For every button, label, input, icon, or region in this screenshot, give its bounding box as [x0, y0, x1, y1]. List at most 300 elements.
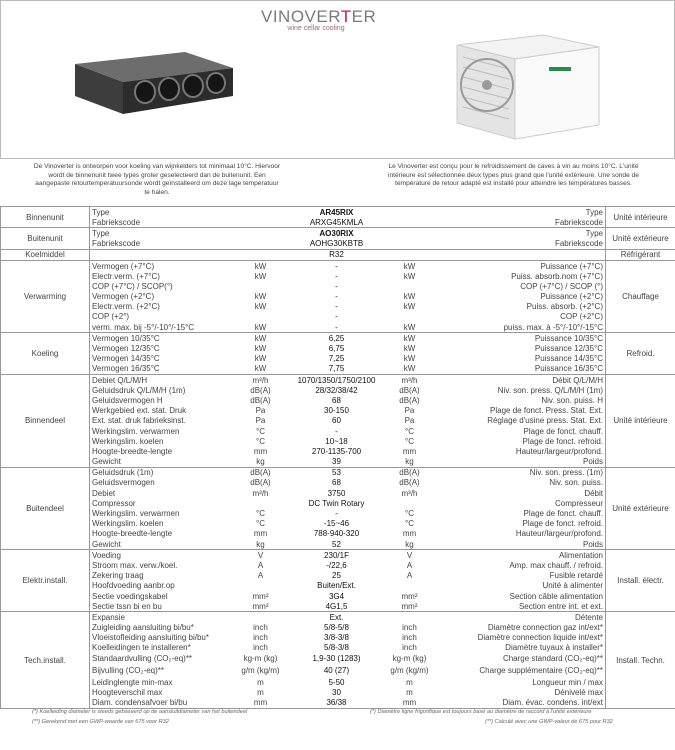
group-label-nl: Elektr.install.	[1, 550, 90, 612]
product-header	[0, 0, 675, 158]
row-unit-fr	[388, 581, 432, 591]
spec-row	[1, 426, 675, 436]
group-label-nl: Buitenunit	[1, 228, 90, 249]
spec-row	[1, 539, 675, 550]
row-label-nl: Sectie voedingskabel	[90, 591, 236, 601]
row-label-fr: Unité à alimenter	[432, 581, 606, 591]
row-label-fr: Section câble alimentation	[432, 591, 606, 601]
row-label-nl: Vermogen (+7°C)	[90, 260, 236, 271]
row-label-fr: Puissance 14/35°C	[432, 354, 606, 364]
row-label-nl: Geluidsvermogen	[90, 478, 236, 488]
row-value: 30-150	[324, 406, 349, 416]
row-unit: kW	[254, 364, 267, 374]
row-value: -	[335, 509, 338, 519]
row-unit	[236, 249, 286, 260]
row-unit-fr: mm	[402, 529, 417, 539]
row-value: 28/32/38/42	[315, 385, 358, 395]
group-label-nl: Tech.install.	[1, 612, 90, 709]
row-label-fr: Fabriekscode	[432, 239, 606, 250]
group-label-nl: Binnendeel	[1, 375, 90, 468]
row-unit-fr: kW	[403, 302, 416, 312]
spec-row	[1, 385, 675, 395]
row-value: 5/8-5/8	[324, 623, 349, 633]
spec-row	[1, 406, 675, 416]
footnote-fr-1: (*) Diamètre ligne frigorifique est toujours basé au diamètre de raccord à l'unité extérieure	[370, 708, 592, 715]
row-label-nl: Hoogte-breedte-lengte	[90, 529, 236, 539]
row-unit-fr: kW	[403, 364, 416, 374]
row-unit: mm²	[252, 591, 269, 601]
row-label-nl: Type	[90, 207, 236, 218]
group-label-fr: Refroid.	[606, 333, 675, 375]
row-label-fr: Plage de fonct. chauff.	[432, 508, 606, 518]
row-label-fr: Charge standard (CO₂-eq)**	[432, 653, 606, 663]
row-value: 4G1,5	[325, 601, 348, 611]
row-unit: V	[236, 550, 286, 561]
group-label-nl: Binnenunit	[1, 207, 90, 228]
row-label-nl: Gewicht	[90, 457, 236, 468]
row-label-nl: Geluidsdruk Q/L/M/H (1m)	[90, 385, 236, 395]
row-label-fr: Hauteur/largeur/profond.	[432, 529, 606, 539]
row-unit: kg-m (kg)	[243, 653, 278, 663]
row-label-fr: Dénivelé max	[432, 687, 606, 697]
row-unit: dB(A)	[236, 467, 286, 478]
row-value: -	[335, 292, 338, 302]
row-label-nl: Fabriekscode	[90, 217, 236, 228]
row-label-fr: Plage de fonct. chauff.	[432, 426, 606, 436]
row-value: 6,75	[328, 344, 345, 354]
row-value: AR45RIX	[286, 207, 388, 218]
row-label-fr: Diamètre tuyaux à installer*	[432, 643, 606, 653]
row-unit-fr: mm²	[401, 591, 418, 601]
row-label-fr: Poids	[432, 539, 606, 550]
row-value: 36/38	[286, 698, 388, 709]
row-label-fr: Longueur min / max	[432, 677, 606, 687]
row-unit: kW	[236, 333, 286, 344]
row-label-nl: Werkgebied ext. stat. Druk	[90, 406, 236, 416]
row-unit-fr: inch	[402, 633, 417, 643]
row-value: 30	[332, 688, 341, 698]
row-unit	[236, 498, 286, 508]
outdoor-unit-image	[449, 27, 609, 147]
row-label-fr: Diam. évac. condens. int/ext	[432, 698, 606, 709]
row-value: -	[335, 271, 338, 281]
row-label-fr: puiss. max. à -5°/-10°/-15°C	[432, 322, 606, 333]
spec-row	[1, 550, 675, 561]
spec-row	[1, 498, 675, 508]
row-unit-fr: dB(A)	[388, 467, 432, 478]
row-label-fr: Diamètre connection gaz int/ext*	[432, 623, 606, 633]
row-label-nl: Stroom max. verw./koel.	[90, 560, 236, 570]
row-label-nl: Hoogte-breedte-lengte	[90, 446, 236, 456]
row-unit-fr	[388, 207, 432, 218]
spec-row	[1, 271, 675, 281]
row-unit-fr: °C	[405, 509, 414, 519]
row-label-nl: Sectie tssn bi en bu	[90, 601, 236, 612]
spec-row	[1, 281, 675, 291]
spec-row	[1, 581, 675, 591]
row-label-fr: Niv. son. puiss.	[432, 478, 606, 488]
row-unit-fr: g/m (kg/m)	[390, 665, 429, 675]
row-label-nl: Vermogen 10/35°C	[90, 333, 236, 344]
row-unit: mm	[253, 529, 268, 539]
row-unit: Pa	[255, 406, 266, 416]
vinoverter-logo: VINOVERTER wine cellar cooling	[261, 7, 377, 32]
row-unit: m	[257, 688, 264, 698]
row-label-nl: Vermogen 14/35°C	[90, 354, 236, 364]
row-unit-fr: A	[406, 560, 413, 570]
row-unit-fr	[388, 312, 432, 322]
row-unit: °C	[256, 519, 265, 529]
row-unit-fr: dB(A)	[399, 385, 420, 395]
row-label-fr: COP (+2°C)	[432, 312, 606, 322]
row-value: 3750	[327, 488, 346, 498]
row-label-fr: Fusible retardé	[432, 571, 606, 581]
row-unit-fr: inch	[402, 643, 417, 653]
row-value: 39	[332, 457, 341, 467]
row-label-fr: Fabriekscode	[432, 217, 606, 228]
row-unit-fr	[388, 281, 432, 291]
intro-text	[0, 158, 675, 206]
spec-row	[1, 488, 675, 498]
row-label-nl: Zekering traag	[90, 571, 236, 581]
row-label-fr: Plage de fonct. refroid.	[432, 436, 606, 446]
spec-row	[1, 354, 675, 364]
row-label-fr: Amp. max chauff. / refroid.	[432, 560, 606, 570]
row-value: AOHG30KBTB	[309, 239, 364, 249]
row-value: -	[335, 281, 338, 291]
row-label-nl: Koelleidingen te installeren*	[90, 643, 236, 653]
row-unit-fr: kg-m (kg)	[392, 653, 427, 663]
spec-row	[1, 207, 675, 218]
row-label-nl: Geluidsvermogen H	[90, 395, 236, 405]
row-label-fr: Hauteur/largeur/profond.	[432, 446, 606, 456]
row-unit: dB(A)	[250, 478, 271, 488]
spec-row	[1, 623, 675, 633]
row-unit-fr: m	[406, 688, 413, 698]
row-unit: A	[257, 571, 264, 581]
row-unit: dB(A)	[250, 395, 271, 405]
spec-row	[1, 663, 675, 677]
row-unit: kg	[256, 539, 265, 549]
group-label-fr: Unité intérieure	[606, 375, 675, 468]
group-label-fr: Unité intérieure	[606, 207, 675, 228]
row-label-nl: Vermogen 12/35°C	[90, 343, 236, 353]
spec-row	[1, 677, 675, 687]
row-label-fr: Niv. son. press. (1m)	[432, 467, 606, 478]
row-unit-fr: mm	[388, 698, 432, 709]
row-value: 60	[332, 416, 341, 426]
footnotes	[0, 709, 675, 729]
spec-row	[1, 249, 675, 260]
group-label-nl: Buitendeel	[1, 467, 90, 550]
spec-row	[1, 560, 675, 570]
row-unit-fr	[388, 249, 432, 260]
row-value: 1,9-30 (1283)	[312, 653, 361, 663]
group-label-fr: Install. électr.	[606, 550, 675, 612]
row-value: -/22,6	[326, 560, 347, 570]
row-label-nl: Gewicht	[90, 539, 236, 550]
spec-row	[1, 591, 675, 601]
footnote-nl-2: (**) Gerekend met een GWP-waarde van 675 voor R32	[32, 718, 169, 725]
row-label-nl: Expansie	[90, 612, 236, 623]
row-label-nl: Zuigleiding aansluiting bi/bu*	[90, 623, 236, 633]
row-unit: inch	[253, 633, 268, 643]
row-value: Buiten/Ext.	[317, 581, 356, 591]
row-value: AO30RIX	[286, 228, 388, 239]
row-value: 7,25	[328, 354, 345, 364]
spec-row	[1, 364, 675, 375]
row-label-nl: Electr.verm. (+7°C)	[90, 271, 236, 281]
row-value: 5-50	[328, 677, 345, 687]
row-label-fr: Plage de fonct. Press. Stat. Ext.	[432, 406, 606, 416]
row-unit-fr: kW	[388, 333, 432, 344]
row-label-nl: Voeding	[90, 550, 236, 561]
row-label-nl: Vermogen 16/35°C	[90, 364, 236, 375]
row-label-fr: Section entre int. et ext.	[432, 601, 606, 612]
row-label-fr: Puissance 12/35°C	[432, 343, 606, 353]
row-unit-fr: kW	[388, 260, 432, 271]
row-value: 230/1F	[286, 550, 388, 561]
row-unit-fr: °C	[405, 436, 414, 446]
footnote-nl-1: (*) Koelleiding diameter is steeds gebaseerd op de aansluitdiameter van het buitendeel	[32, 708, 248, 715]
row-unit: g/m (kg/m)	[241, 665, 280, 675]
row-unit: kW	[254, 292, 267, 302]
spec-row	[1, 457, 675, 468]
group-label-fr: Réfrigérant	[606, 249, 675, 260]
row-unit-fr: kW	[403, 292, 416, 302]
row-label-nl: verm. max. bij -5°/-10°/-15°C	[90, 322, 236, 333]
row-unit-fr: °C	[405, 426, 414, 436]
row-unit	[236, 312, 286, 322]
spec-row	[1, 395, 675, 405]
row-value: 52	[332, 539, 341, 549]
row-value: Ext.	[286, 612, 388, 623]
row-value: 53	[286, 467, 388, 478]
row-unit-fr	[388, 217, 432, 228]
row-unit: m³/h	[252, 488, 269, 498]
row-unit-fr: kW	[403, 271, 416, 281]
row-unit-fr: kW	[403, 344, 416, 354]
row-value: 68	[332, 395, 341, 405]
spec-row	[1, 529, 675, 539]
row-unit-fr	[388, 498, 432, 508]
spec-row	[1, 612, 675, 623]
spec-row	[1, 601, 675, 612]
row-value: DC Twin Rotary	[308, 498, 365, 508]
row-label-nl: Hoofdvoeding aanbr.op	[90, 581, 236, 591]
row-label-nl: Leidinglengte min-max	[90, 677, 236, 687]
row-unit: kW	[236, 260, 286, 271]
row-unit-fr: inch	[402, 623, 417, 633]
row-value: -	[335, 312, 338, 322]
row-unit-fr: mm	[402, 446, 417, 456]
row-label-nl: Ext. stat. druk fabrieksinst.	[90, 416, 236, 426]
row-label-fr: Débit	[432, 488, 606, 498]
spec-row	[1, 446, 675, 456]
group-label-fr: Chauffage	[606, 260, 675, 332]
row-label-nl: Debiet Q/L/M/H	[90, 375, 236, 386]
row-label-nl: Vloeistofleiding aansluiting bi/bu*	[90, 633, 236, 643]
row-value: 1070/1350/1750/2100	[286, 375, 388, 386]
spec-row	[1, 519, 675, 529]
spec-row	[1, 228, 675, 239]
group-label-nl: Koelmiddel	[1, 249, 90, 260]
intro-nl: De Vinoverter is ontworpen voor koeling van wijnkelders tot minimaal 10°C. Hiervoor wordt de binnenunit twee types groter geselecteerd dan de buitenunit. Een aangepaste retourtemperatuursonde wordt geïnstalleerd om deze lage temperatuur te halen.	[33, 163, 281, 196]
row-label-fr: Poids	[432, 457, 606, 468]
row-unit	[236, 581, 286, 591]
row-value: 270-1135-700	[311, 446, 362, 456]
row-value: ARXG45KMLA	[309, 217, 364, 227]
group-label-nl: Koeling	[1, 333, 90, 375]
row-unit-fr: dB(A)	[399, 478, 420, 488]
group-label-nl: Verwarming	[1, 260, 90, 332]
row-unit	[236, 281, 286, 291]
row-label-nl: COP (+7°C) / SCOP(°)	[90, 281, 236, 291]
row-label-fr: Réglage d'usine press. Stat. Ext.	[432, 416, 606, 426]
row-label-nl: Electr.verm. (+2°C)	[90, 302, 236, 312]
row-unit-fr	[388, 239, 432, 250]
row-label-nl: Fabriekscode	[90, 239, 236, 250]
row-unit-fr: dB(A)	[399, 395, 420, 405]
row-label-nl: Werkingslim. koelen	[90, 519, 236, 529]
spec-row	[1, 643, 675, 653]
spec-row	[1, 687, 675, 697]
group-label-fr: Install. Techn.	[606, 612, 675, 709]
indoor-unit-image	[65, 46, 235, 116]
row-label-nl: Diam. condensafvoer bi/bu	[90, 698, 236, 709]
row-unit: mm²	[252, 601, 269, 611]
row-label-nl: Bijvulling (CO₂-eq)**	[90, 663, 236, 677]
spec-row	[1, 375, 675, 386]
row-value: 788-940-320	[313, 529, 360, 539]
row-label-fr: Débit Q/L/M/H	[432, 375, 606, 386]
row-unit: kW	[254, 344, 267, 354]
row-unit: mm	[236, 698, 286, 709]
row-unit-fr	[388, 228, 432, 239]
row-label-fr: Puiss. absorb. (+2°C)	[432, 302, 606, 312]
group-label-fr: Unité extérieure	[606, 467, 675, 550]
row-unit-fr	[388, 612, 432, 623]
row-unit	[236, 228, 286, 239]
row-unit-fr: m³/h	[401, 488, 418, 498]
row-value: 6,25	[286, 333, 388, 344]
logo-tagline: wine cellar cooling	[287, 25, 345, 32]
row-label-fr: Puissance (+7°C)	[432, 260, 606, 271]
row-value: 40 (27)	[323, 665, 350, 675]
spec-row	[1, 436, 675, 446]
row-label-nl: Standaardvulling (CO₂-eq)**	[90, 653, 236, 663]
row-value: 3G4	[328, 591, 345, 601]
spec-row	[1, 292, 675, 302]
row-unit: °C	[256, 426, 265, 436]
row-label-fr: Alimentation	[432, 550, 606, 561]
row-label-nl: COP (+2°)	[90, 312, 236, 322]
row-unit: m³/h	[236, 375, 286, 386]
spec-row	[1, 343, 675, 353]
row-value: -	[335, 426, 338, 436]
row-label-fr: Diamètre connection liquide int/ext*	[432, 633, 606, 643]
spec-row	[1, 653, 675, 663]
group-label-fr: Unité extérieure	[606, 228, 675, 249]
row-label-nl: Compressor	[90, 498, 236, 508]
spec-row	[1, 571, 675, 581]
row-label-fr: Puissance 10/35°C	[432, 333, 606, 344]
row-value: 68	[332, 478, 341, 488]
row-value: R32	[286, 249, 388, 260]
row-unit: kg	[256, 457, 265, 467]
row-unit: mm	[253, 446, 268, 456]
row-label-fr: Puissance 16/35°C	[432, 364, 606, 375]
row-label-fr: Plage de fonct. refroid.	[432, 519, 606, 529]
spec-row	[1, 698, 675, 709]
row-unit: m	[257, 677, 264, 687]
spec-row	[1, 467, 675, 478]
row-value: 25	[332, 571, 341, 581]
row-unit-fr: V	[388, 550, 432, 561]
row-unit-fr: m	[406, 677, 413, 687]
row-label-fr: Détente	[432, 612, 606, 623]
row-unit-fr: kW	[403, 322, 416, 332]
row-unit-fr: kW	[403, 354, 416, 364]
row-value: -	[335, 322, 338, 332]
spec-row	[1, 478, 675, 488]
row-label-nl: Werkingslim. verwarmen	[90, 508, 236, 518]
row-unit: kW	[254, 322, 267, 332]
row-label-fr: Type	[432, 207, 606, 218]
row-value: 10~18	[325, 436, 348, 446]
row-unit-fr: kg	[405, 457, 414, 467]
row-label-fr	[432, 249, 606, 260]
row-unit: Pa	[255, 416, 266, 426]
row-unit	[236, 239, 286, 250]
row-label-fr: Puissance (+2°C)	[432, 292, 606, 302]
spec-row	[1, 239, 675, 250]
row-value: -	[286, 260, 388, 271]
spec-row	[1, 302, 675, 312]
row-label-nl: Geluidsdruk (1m)	[90, 467, 236, 478]
spec-row	[1, 322, 675, 333]
row-value: -15~46	[323, 519, 350, 529]
spec-row	[1, 333, 675, 344]
row-unit: °C	[256, 509, 265, 519]
row-unit-fr: kg	[405, 539, 414, 549]
spec-row	[1, 312, 675, 322]
row-label-fr: Puiss. absorb.nom (+7°C)	[432, 271, 606, 281]
spec-row	[1, 633, 675, 643]
row-value: 7,75	[328, 364, 345, 374]
row-unit: kW	[254, 302, 267, 312]
row-label-fr: Charge supplémentaire (CO₂-eq)**	[432, 663, 606, 677]
row-unit-fr: A	[406, 571, 413, 581]
row-label-fr: Niv. son. press. Q/L/M/H (1m)	[432, 385, 606, 395]
row-unit-fr: °C	[405, 519, 414, 529]
row-label-fr: COP (+7°C) / SCOP (°)	[432, 281, 606, 291]
spec-row	[1, 217, 675, 228]
row-unit: inch	[253, 643, 268, 653]
row-label-nl: Vermogen (+2°C)	[90, 292, 236, 302]
row-unit: dB(A)	[250, 385, 271, 395]
row-value: 5/8-3/8	[324, 643, 349, 653]
row-unit	[236, 612, 286, 623]
spec-table	[0, 206, 675, 709]
row-label-fr: Type	[432, 228, 606, 239]
row-value: -	[335, 302, 338, 312]
row-unit: A	[257, 560, 264, 570]
footnote-fr-2: (**) Calculé avec une GWP-valeur de 675 pour R32	[485, 718, 613, 725]
row-unit: kW	[254, 354, 267, 364]
spec-row	[1, 508, 675, 518]
row-label-nl: Type	[90, 228, 236, 239]
